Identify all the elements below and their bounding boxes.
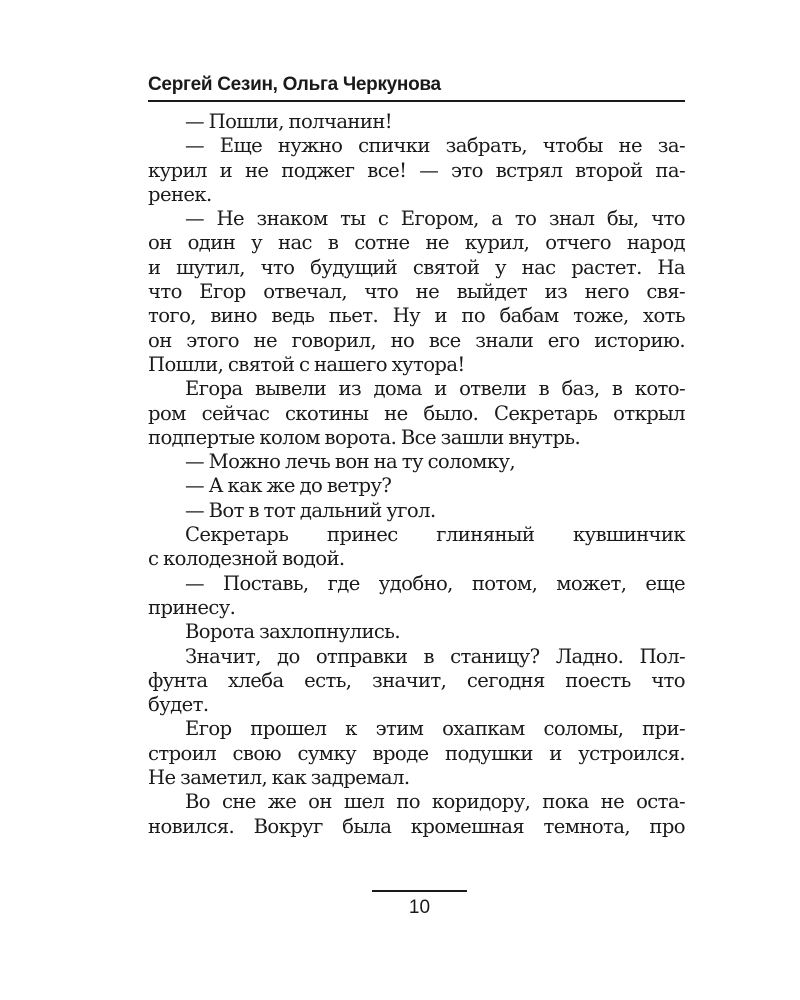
text-line: Пошли, святой с нашего хутора!	[148, 352, 465, 376]
running-head: Сергей Сезин, Ольга Черкунова	[148, 74, 441, 95]
text-line: Ворота захлопнулись.	[185, 620, 400, 644]
text-line: Значит, до отправки в станицу? Ладно. Пол-	[185, 644, 685, 668]
text-line: — Можно лечь вон на ту соломку,	[185, 450, 516, 474]
text-line: того, вино ведь пьет. Ну и по бабам тоже, хоть	[148, 304, 685, 328]
text-line: что Егор отвечал, что не выйдет из него свя-	[148, 280, 685, 304]
text-line: с колодезной водой.	[148, 547, 345, 571]
text-line: ренек.	[148, 182, 212, 206]
text-line: фунта хлеба есть, значит, сегодня поесть что	[148, 668, 685, 692]
text-line: Во сне же он шел по коридору, пока не оста-	[185, 790, 685, 814]
body-text	[148, 110, 685, 839]
text-line: он один у нас в сотне не курил, отчего народ	[148, 231, 685, 255]
footer-rule	[372, 890, 467, 892]
text-line: — А как же до ветру?	[185, 474, 392, 498]
text-line: строил свою сумку вроде подушки и устроился.	[148, 741, 685, 765]
text-line: — Поставь, где удобно, потом, может, еще	[185, 571, 685, 595]
text-line: — Вот в тот дальний угол.	[185, 498, 436, 522]
text-line: курил и не поджег все! — это встрял второй па-	[148, 158, 685, 182]
text-line: Не заметил, как задремал.	[148, 766, 410, 790]
text-line: Секретарь принес глиняный кувшинчик	[185, 523, 685, 547]
text-line: принесу.	[148, 595, 236, 619]
text-line: Егора вывели из дома и отвели в баз, в кото-	[185, 377, 685, 401]
text-line: ром сейчас скотины не было. Секретарь открыл	[148, 401, 685, 425]
text-line: — Еще нужно спички забрать, чтобы не за-	[185, 134, 685, 158]
text-line: Егор прошел к этим охапкам соломы, при-	[185, 717, 685, 741]
book-page	[148, 70, 685, 940]
text-line: — Не знаком ты с Егором, а то знал бы, что	[185, 207, 685, 231]
text-line: он этого не говорил, но все знали его историю.	[148, 328, 685, 352]
text-line: подпертые колом ворота. Все зашли внутрь.	[148, 425, 581, 449]
header-rule	[148, 100, 685, 102]
text-line: новился. Вокруг была кромешная темнота, про	[148, 814, 685, 838]
text-line: — Пошли, полчанин!	[185, 110, 393, 133]
text-line: и шутил, что будущий святой у нас растет. На	[148, 255, 685, 279]
page-number: 10	[408, 897, 431, 918]
text-line: будет.	[148, 693, 209, 717]
